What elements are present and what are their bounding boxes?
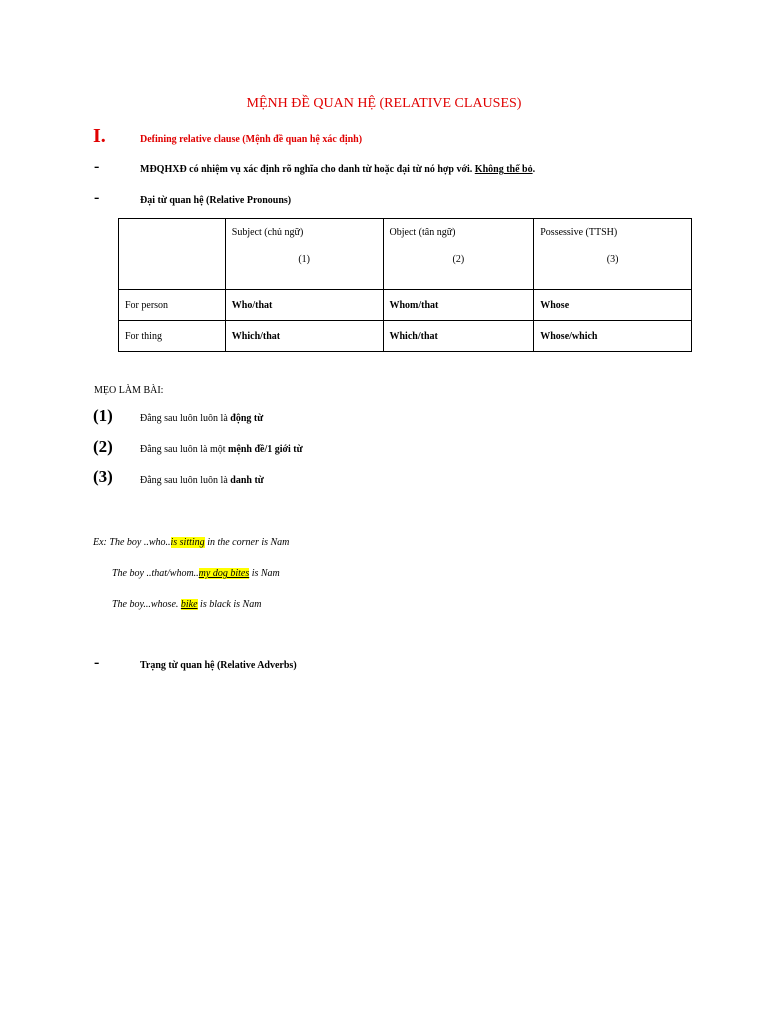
example-pre: The boy...whose. xyxy=(112,599,181,610)
tip-number: (1) xyxy=(93,406,113,425)
table-cell: Whose/which xyxy=(534,321,692,352)
header-label: Object (tân ngữ) xyxy=(389,227,456,238)
tip-number: (3) xyxy=(93,467,113,486)
table-cell: Whose xyxy=(534,290,692,321)
tip-text xyxy=(140,444,303,455)
tip-text-plain: Đằng sau luôn là một xyxy=(140,444,229,455)
bullet-pronouns-heading: Đại từ quan hệ (Relative Pronouns) xyxy=(140,195,292,206)
example-post: is Nam xyxy=(249,568,280,579)
table-header-row xyxy=(119,219,692,290)
header-number: (3) xyxy=(606,254,619,265)
tip-text xyxy=(140,475,264,486)
bullet-emphasis: Không thể bỏ xyxy=(474,164,533,175)
page-title: MỆNH ĐỀ QUAN HỆ (RELATIVE CLAUSES) xyxy=(246,96,522,111)
header-number: (1) xyxy=(298,254,310,265)
bullet-dash: - xyxy=(94,158,100,175)
relative-pronoun-table xyxy=(118,218,692,352)
table-cell: Whom/that xyxy=(383,290,534,321)
example-pre: Ex: The boy ..who.. xyxy=(93,537,171,548)
table-cell: Which/that xyxy=(383,321,534,352)
bullet-dash: - xyxy=(94,189,100,206)
table-cell: Who/that xyxy=(225,290,383,321)
example-pre: The boy ..that/whom.. xyxy=(112,568,199,579)
table-row xyxy=(119,321,692,352)
table-cell: For person xyxy=(119,290,226,321)
table-header-cell xyxy=(225,219,383,290)
tip-text-plain: Đằng sau luôn luôn là xyxy=(140,475,231,486)
table-header-cell xyxy=(534,219,692,290)
table-header-cell xyxy=(383,219,534,290)
example-highlight: is sitting xyxy=(170,537,205,548)
tip-text-plain: Đằng sau luôn luôn là xyxy=(140,413,231,424)
bullet-description xyxy=(140,164,535,175)
example-sentence xyxy=(93,537,289,548)
example-post: in the corner is Nam xyxy=(204,537,290,548)
table-cell: Which/that xyxy=(225,321,383,352)
example-sentence xyxy=(112,599,261,610)
bullet-adverbs-heading: Trạng từ quan hệ (Relative Adverbs) xyxy=(140,660,297,671)
section-heading: Defining relative clause (Mệnh đề quan hệ xác định) xyxy=(140,134,363,145)
tip-text xyxy=(140,413,263,424)
bullet-end: . xyxy=(532,164,536,175)
tip-text-bold: động từ xyxy=(230,413,264,424)
table-cell: For thing xyxy=(119,321,226,352)
header-label: Subject (chủ ngữ) xyxy=(231,227,304,238)
example-highlight: bike xyxy=(180,599,198,610)
table-header-cell xyxy=(119,219,226,290)
tip-text-bold: danh từ xyxy=(230,475,264,486)
example-sentence xyxy=(112,568,280,579)
example-highlight: my dog bites xyxy=(198,568,250,579)
bullet-description-text: MĐQHXĐ có nhiệm vụ xác định rõ nghĩa cho danh từ hoặc đại từ nó hợp với. xyxy=(140,164,475,175)
tip-number: (2) xyxy=(93,437,113,456)
header-number: (2) xyxy=(452,254,465,265)
tips-title: MẸO LÀM BÀI: xyxy=(94,385,164,396)
bullet-dash: - xyxy=(94,654,100,671)
tip-text-bold: mệnh đề/1 giới từ xyxy=(228,444,303,455)
example-post: is black is Nam xyxy=(197,599,262,610)
section-number: I. xyxy=(93,125,106,147)
table-row xyxy=(119,290,692,321)
header-label: Possessive (TTSH) xyxy=(540,227,618,238)
